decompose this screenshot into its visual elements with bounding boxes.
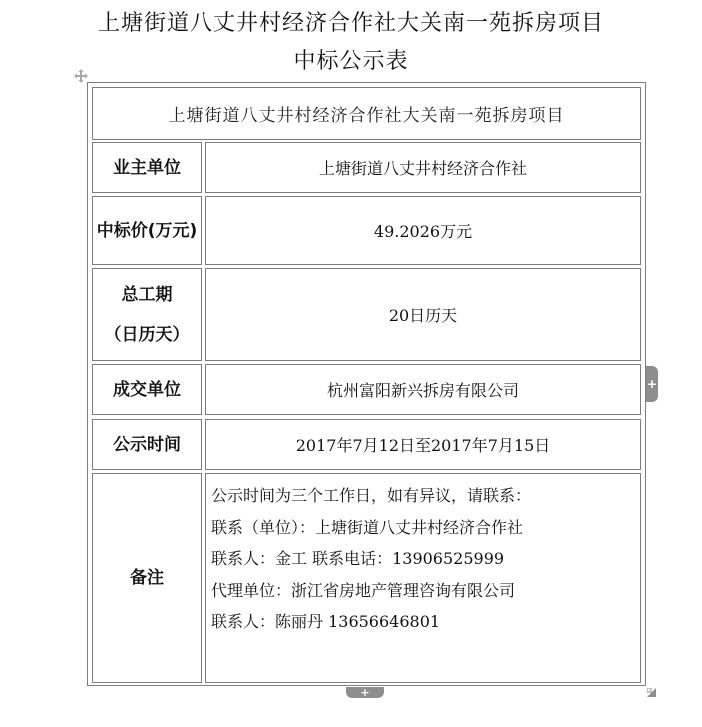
notes-line: 联系人：金工 联系电话：13906525999 bbox=[211, 549, 505, 569]
add-row-button[interactable] bbox=[346, 687, 384, 698]
plus-icon: + bbox=[646, 377, 658, 391]
bid-announcement-table bbox=[87, 82, 646, 686]
label-winning-unit: 成交单位 bbox=[92, 364, 202, 415]
value-announcement-period: 2017年7月12日至2017年7月15日 bbox=[205, 419, 641, 470]
label-notes: 备注 bbox=[92, 473, 202, 683]
table-header-cell bbox=[92, 87, 641, 140]
label-announcement-period: 公示时间 bbox=[92, 419, 202, 470]
notes-line: 联系（单位）：上塘街道八丈井村经济合作社 bbox=[211, 517, 524, 537]
value-owner-unit: 上塘街道八丈井村经济合作社 bbox=[205, 142, 641, 193]
resize-handle-icon[interactable] bbox=[647, 688, 656, 697]
document-title-line2: 中标公示表 bbox=[293, 49, 409, 74]
table-header-text: 上塘街道八丈井村经济合作社大关南一苑拆房项目 bbox=[168, 106, 565, 126]
value-total-duration: 20日历天 bbox=[205, 268, 641, 361]
notes-line: 联系人：陈丽丹 13656646801 bbox=[211, 612, 441, 632]
add-column-button[interactable] bbox=[646, 366, 658, 402]
label-owner-unit: 业主单位 bbox=[92, 142, 202, 193]
label-total-duration: 总工期 （日历天） bbox=[92, 268, 202, 361]
notes-line: 代理单位：浙江省房地产管理咨询有限公司 bbox=[211, 580, 516, 600]
value-bid-price: 49.2026万元 bbox=[205, 196, 641, 265]
value-notes bbox=[205, 473, 641, 683]
value-winning-unit: 杭州富阳新兴拆房有限公司 bbox=[205, 364, 641, 415]
document-title-line1: 上塘街道八丈井村经济合作社大关南一苑拆房项目 bbox=[97, 11, 604, 36]
plus-icon: + bbox=[360, 686, 370, 699]
notes-line: 公示时间为三个工作日，如有异议，请联系： bbox=[211, 486, 532, 505]
label-bid-price: 中标价(万元) bbox=[92, 196, 202, 265]
